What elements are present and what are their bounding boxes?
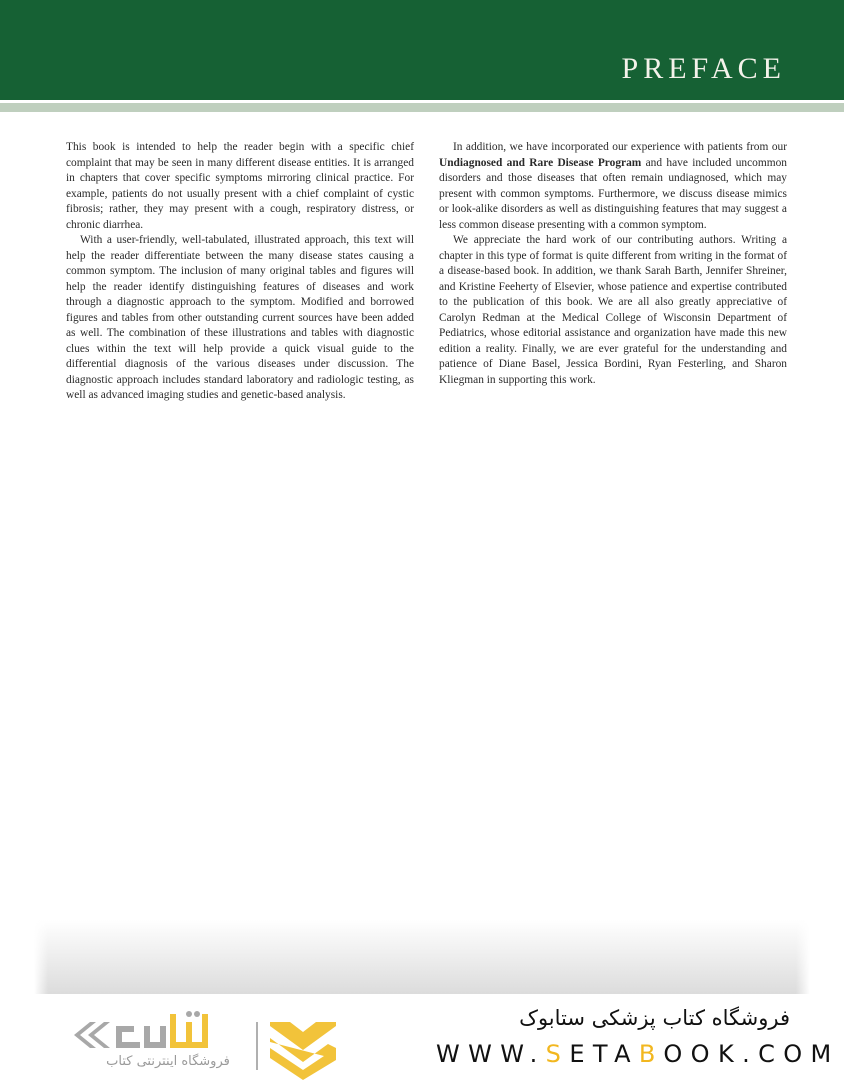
- header-band: [0, 0, 844, 100]
- url-part: WWW.: [436, 1040, 546, 1068]
- left-column: [66, 140, 414, 404]
- program-text-before: In addition, we have incorporated our experience with patients from our: [453, 141, 787, 153]
- store-name: فروشگاه کتاب پزشکی ستابوک: [519, 1006, 790, 1030]
- url-part: ETA: [569, 1040, 639, 1068]
- program-text-after: and have included uncommon disorders and those diseases that often remain undiagnosed, which may present with common symptoms. Furthermore, we discuss disease mimics or look-alike disorders as well as distinguishing features that may suggest a less common disease presenting with a common symptom.: [439, 156, 787, 231]
- paragraph-acknowledgements: We appreciate the hard work of our contributing authors. Writing a chapter in this type of format is quite different from writing in the format of a disease-based book. In addition, we thank Sarah Barth, Jennifer Shreiner, and Kristine Feeherty of Elsevier, whose patience and expertise contributed to the publication of this book. We are all also greatly appreciative of Carolyn Redman at the Medical College of Wisconsin Department of Pediatrics, whose editorial assistance and organization have made this new edition a reality. Finally, we are ever grateful for the understanding and patience of Diane Basel, Jessica Bordini, Ryan Festerling, and Sharon Kliegman in supporting this work.: [439, 234, 787, 386]
- store-url[interactable]: [436, 1040, 840, 1068]
- paragraph-program: [439, 140, 787, 233]
- paragraph-intro: This book is intended to help the reader begin with a specific chief complaint that may be seen in many different disease entities. It is arranged in chapters that cover specific symptoms mirroring clinical practice. For example, patients do not usually present with a chief complaint of cystic fibrosis; rather, they may present with a cough, respiratory distress, or chronic diarrhea.: [66, 141, 414, 231]
- program-name: Undiagnosed and Rare Disease Program: [439, 156, 642, 169]
- header-stripe: [0, 103, 844, 112]
- chevron-s-icon: [268, 1018, 338, 1080]
- setabook-logo: [60, 1008, 340, 1076]
- url-highlight: B: [638, 1040, 664, 1068]
- logo-divider: [256, 1022, 258, 1070]
- paragraph-approach: With a user-friendly, well-tabulated, illustrated approach, this text will help the reader differentiate between the many disease states causing a common symptom. The inclusion of many original tables and figures will help the reader identify distinguishing features of diseases and work through a diagnostic approach to the symptom. Modified and borrowed figures and tables from other outstanding current sources have been added as well. The combination of these illustrations and tables with diagnostic clues within the text will help provide a quick visual guide to the differential diagnosis of the various diseases under discussion. The diagnostic approach includes standard laboratory and radiologic testing, as well as advanced imaging studies and genetic-based analysis.: [66, 234, 414, 401]
- logo-subtitle: فروشگاه اینترنتی کتاب: [106, 1054, 230, 1069]
- url-part: OOK.COM: [663, 1040, 840, 1068]
- page-title: PREFACE: [621, 52, 786, 85]
- url-highlight: S: [545, 1040, 570, 1068]
- footer-shadow: [34, 920, 810, 994]
- right-column: [439, 140, 787, 388]
